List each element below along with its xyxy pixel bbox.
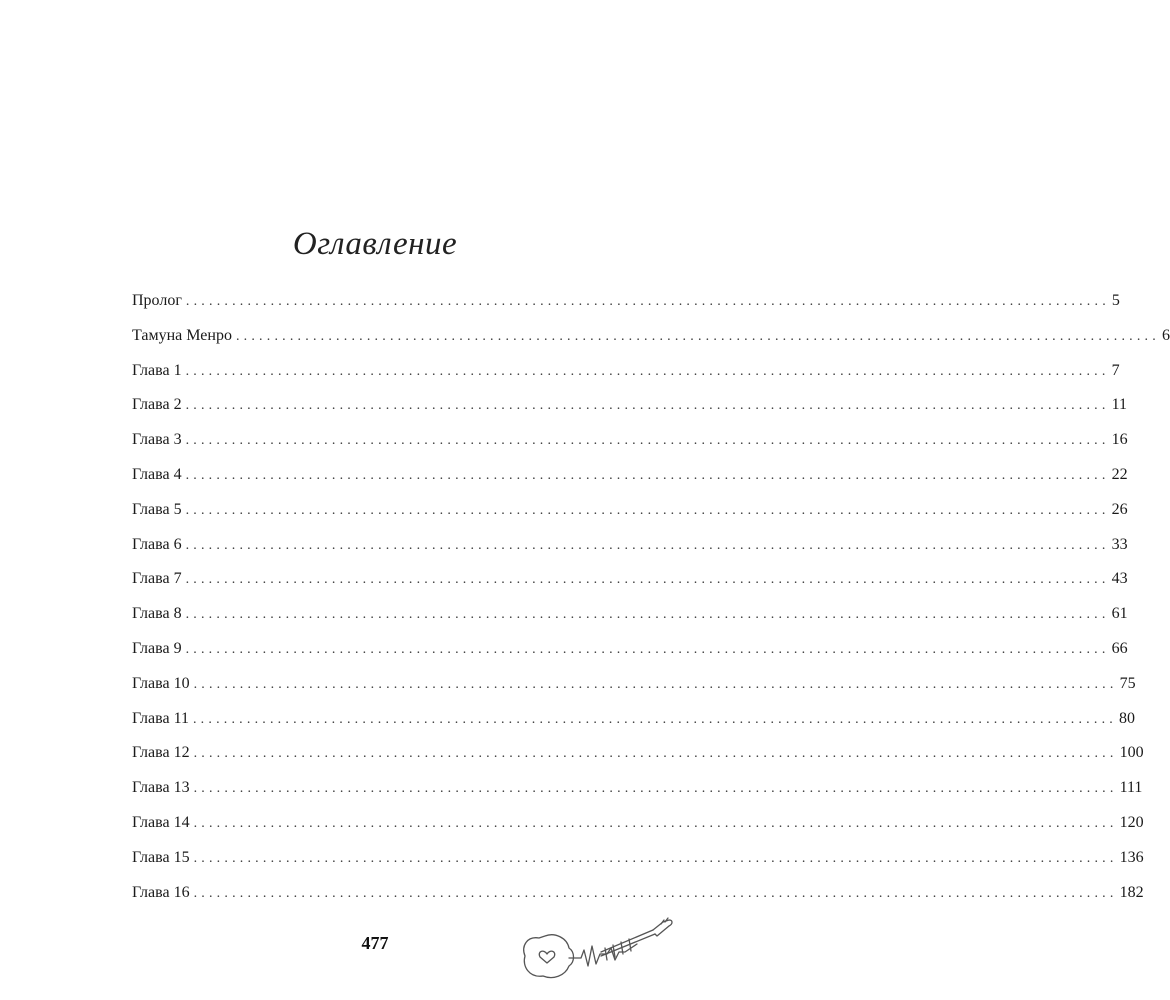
toc-entry-label: Глава 12 (132, 744, 190, 762)
toc-entry-label: Глава 5 (132, 500, 182, 518)
dot-leader: ........................................................................................................................ (185, 294, 1110, 309)
toc-entry-label: Глава 3 (132, 431, 182, 449)
dot-leader: ........................................................................................................................ (185, 467, 1110, 483)
toc-entry (132, 354, 1120, 389)
toc-entry-page: 66 (1111, 639, 1128, 657)
toc-entry-label: Глава 13 (132, 779, 190, 797)
toc-entry-page: 26 (1111, 500, 1128, 518)
dot-leader: ........................................................................................................................ (185, 572, 1110, 588)
toc-entry (132, 632, 1128, 667)
toc-entry-label: Глава 16 (132, 883, 190, 901)
toc-entry-label: Глава 14 (132, 813, 190, 831)
toc-entry (132, 702, 1135, 737)
toc-entry-page: 7 (1111, 361, 1120, 379)
toc-entry (132, 528, 1128, 563)
toc-entry (132, 458, 1128, 493)
toc-entry-page: 182 (1119, 883, 1144, 901)
toc-entry-label: Тамуна Менро (132, 326, 232, 344)
dot-leader: ........................................................................................................................ (193, 885, 1118, 901)
toc-entry (132, 667, 1136, 702)
toc-entry (132, 493, 1128, 528)
dot-leader: ........................................................................................................................ (185, 607, 1110, 623)
toc-entry-label: Глава 8 (132, 605, 182, 623)
toc-entry-page: 111 (1119, 779, 1143, 797)
toc-entry-page: 43 (1111, 570, 1128, 588)
toc-entry (132, 736, 1144, 771)
toc-entry-label: Глава 6 (132, 535, 182, 553)
dot-leader: ........................................................................................................................ (192, 711, 1117, 727)
toc-entry-page: 61 (1111, 605, 1128, 623)
dot-leader: ........................................................................................................................ (185, 398, 1110, 414)
dot-leader: ........................................................................................................................ (193, 676, 1118, 692)
toc-entry-page: 5 (1111, 292, 1120, 309)
toc-entry-page: 136 (1119, 848, 1144, 866)
toc-entry-page: 11 (1111, 396, 1127, 414)
toc-entry-page: 16 (1111, 431, 1128, 449)
dot-leader: ........................................................................................................................ (193, 850, 1118, 866)
dot-leader: ........................................................................................................................ (235, 328, 1160, 344)
dot-leader: ........................................................................................................................ (185, 502, 1110, 518)
toc-entry-label: Глава 1 (132, 361, 182, 379)
toc-entry (132, 876, 1144, 911)
toc-entry (132, 841, 1144, 876)
toc-entry (132, 284, 1120, 319)
toc-entry-label: Пролог (132, 292, 182, 309)
toc-list (132, 284, 1170, 910)
dot-leader: ........................................................................................................................ (193, 781, 1118, 797)
toc-entry (132, 806, 1144, 841)
toc-entry-page: 6 (1161, 326, 1170, 344)
toc-entry-page: 100 (1119, 744, 1144, 762)
toc-entry-label: Глава 9 (132, 639, 182, 657)
toc-entry-label: Глава 4 (132, 465, 182, 483)
toc-entry-page: 22 (1111, 465, 1128, 483)
toc-entry-label: Глава 2 (132, 396, 182, 414)
toc-entry-label: Глава 10 (132, 674, 190, 692)
toc-entry (132, 388, 1127, 423)
toc-entry-page: 80 (1118, 709, 1135, 727)
toc-entry-label: Глава 11 (132, 709, 189, 727)
toc-entry (132, 423, 1128, 458)
toc-entry-page: 120 (1119, 813, 1144, 831)
dot-leader: ........................................................................................................................ (193, 746, 1118, 762)
toc-entry-page: 75 (1119, 674, 1136, 692)
dot-leader: ........................................................................................................................ (185, 641, 1110, 657)
dot-leader: ........................................................................................................................ (185, 537, 1110, 553)
toc-entry-label: Глава 15 (132, 848, 190, 866)
toc-entry (132, 771, 1143, 806)
dot-leader: ........................................................................................................................ (185, 363, 1110, 379)
toc-entry (132, 562, 1128, 597)
toc-entry-label: Глава 7 (132, 570, 182, 588)
toc-entry (132, 597, 1128, 632)
guitar-heartbeat-doodle-icon (517, 908, 675, 988)
toc-entry (132, 319, 1170, 354)
dot-leader: ........................................................................................................................ (185, 433, 1110, 449)
toc-heading: Оглавление (292, 226, 458, 262)
page-number: 477 (361, 933, 389, 953)
toc-entry-page: 33 (1111, 535, 1128, 553)
dot-leader: ........................................................................................................................ (193, 815, 1118, 831)
